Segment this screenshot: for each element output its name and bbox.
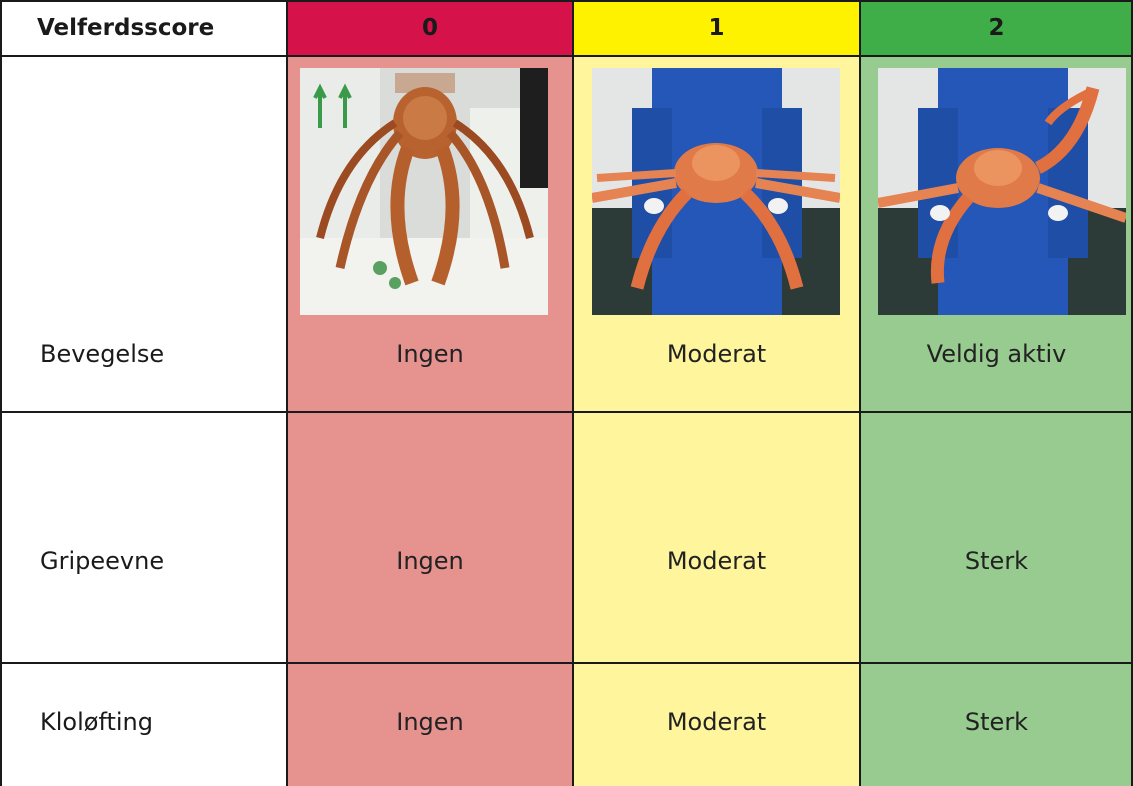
- left-border: [0, 0, 2, 786]
- row2-score0-value: Ingen: [396, 547, 464, 575]
- table-top-border: [0, 0, 1133, 2]
- score-1-label: 1: [708, 15, 725, 41]
- col2-divider: [859, 0, 861, 786]
- row1-score0-value: Ingen: [396, 340, 464, 368]
- crab-held-moderate-photo: [592, 68, 840, 315]
- row1-bottom-border: [0, 411, 1133, 413]
- col0-divider: [286, 0, 288, 786]
- row2-score2-value: Sterk: [964, 547, 1029, 575]
- row2-score1-value: Moderat: [666, 547, 767, 575]
- row3-score0-value: Ingen: [396, 708, 464, 736]
- header-bottom-border: [0, 55, 1133, 57]
- score-2-header: [860, 0, 1133, 56]
- score-2-label: 2: [988, 15, 1005, 41]
- row3-score2-value: Sterk: [964, 708, 1029, 736]
- score-1-header: [573, 0, 860, 56]
- header-title-cell: [0, 0, 287, 56]
- row-label-klolofting: Kloløfting: [40, 708, 153, 736]
- row2-bottom-border: [0, 662, 1133, 664]
- header-title: Velferdsscore: [37, 15, 215, 41]
- crab-hanging-legs-down-photo: [300, 68, 548, 315]
- crab-held-claw-raised-photo: [878, 68, 1126, 315]
- score-0-label: 0: [421, 15, 438, 41]
- row1-score2-value: Veldig aktiv: [926, 340, 1067, 368]
- row-label-bevegelse: Bevegelse: [40, 340, 165, 368]
- col1-divider: [572, 0, 574, 786]
- score-0-header: [287, 0, 573, 56]
- row-label-gripeevne: Gripeevne: [40, 547, 165, 575]
- row1-score1-value: Moderat: [666, 340, 767, 368]
- row3-score1-value: Moderat: [666, 708, 767, 736]
